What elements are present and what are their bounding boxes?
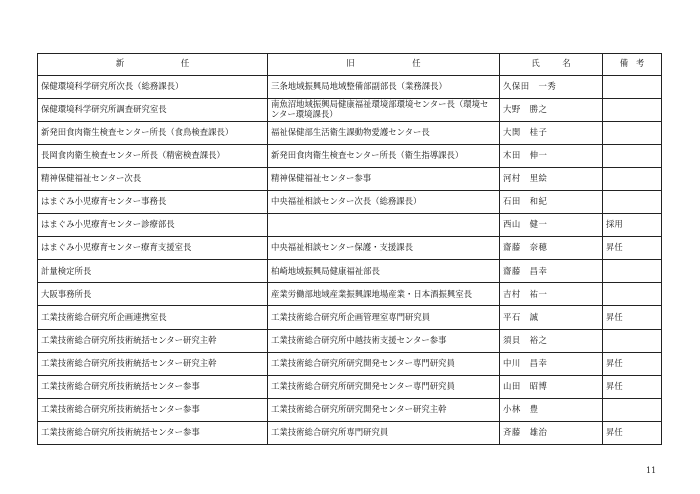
table-row	[38, 329, 662, 352]
new-post-cell: 工業技術総合研究所技術統括センター参事	[38, 421, 268, 444]
table-row	[38, 167, 662, 190]
person-name-cell: 須貝 裕之	[500, 329, 603, 352]
page-number: 11	[646, 466, 657, 475]
note-cell	[603, 75, 662, 98]
table-row	[38, 398, 662, 421]
old-post-cell: 工業技術総合研究所研究開発センター研究主幹	[268, 398, 500, 421]
new-post-cell: 大阪事務所長	[38, 283, 268, 306]
new-post-cell: 計量検定所長	[38, 260, 268, 283]
table-row	[38, 237, 662, 260]
person-name-cell: 大関 桂子	[500, 121, 603, 144]
person-name-cell: 大野 勝之	[500, 98, 603, 121]
header-name	[500, 54, 603, 76]
header-new-post-char-1: 新	[115, 58, 125, 69]
personnel-sheet	[37, 53, 662, 445]
old-post-cell: 工業技術総合研究所研究開発センター専門研究員	[268, 375, 500, 398]
person-name-cell: 西山 健一	[500, 214, 603, 237]
old-post-cell: 工業技術総合研究所企画管理室専門研究員	[268, 306, 500, 329]
new-post-cell: 工業技術総合研究所企画連携室長	[38, 306, 268, 329]
person-name-cell: 石田 和紀	[500, 190, 603, 213]
person-name-cell: 中川 昌幸	[500, 352, 603, 375]
note-cell: 採用	[603, 214, 662, 237]
header-old-post-char-1: 旧	[346, 58, 355, 69]
table-row	[38, 214, 662, 237]
header-old-post-char-2: 任	[412, 58, 421, 69]
new-post-cell: 保健環境科学研究所調査研究室長	[38, 98, 268, 121]
note-cell	[603, 329, 662, 352]
new-post-cell: はまぐみ小児療育センター事務長	[38, 190, 268, 213]
personnel-table	[37, 53, 662, 445]
old-post-cell: 中央福祉相談センター次長（総務課長）	[268, 190, 500, 213]
header-note-char-2: 考	[635, 58, 645, 69]
new-post-cell: 工業技術総合研究所技術統括センター参事	[38, 375, 268, 398]
note-cell	[603, 144, 662, 167]
note-cell	[603, 167, 662, 190]
table-row	[38, 260, 662, 283]
header-name-char-2: 名	[562, 58, 571, 69]
person-name-cell: 斉藤 雄治	[500, 421, 603, 444]
note-cell: 昇任	[603, 237, 662, 260]
person-name-cell: 齋藤 奈穂	[500, 237, 603, 260]
header-new-post	[38, 54, 268, 76]
table-row	[38, 306, 662, 329]
person-name-cell: 河村 里絵	[500, 167, 603, 190]
new-post-cell: はまぐみ小児療育センター療育支援室長	[38, 237, 268, 260]
note-cell	[603, 260, 662, 283]
old-post-cell: 三条地域振興局地域整備部副部長（業務課長）	[268, 75, 500, 98]
person-name-cell: 久保田 一秀	[500, 75, 603, 98]
person-name-cell: 平石 誠	[500, 306, 603, 329]
table-row	[38, 144, 662, 167]
new-post-cell: 新発田食肉衛生検査センター所長（食鳥検査課長）	[38, 121, 268, 144]
old-post-cell: 工業技術総合研究所研究開発センター専門研究員	[268, 352, 500, 375]
old-post-cell: 柏崎地域振興局健康福祉部長	[268, 260, 500, 283]
old-post-cell: 福祉保健部生活衛生課動物愛護センター長	[268, 121, 500, 144]
old-post-cell: 産業労働部地域産業振興課地場産業・日本酒振興室長	[268, 283, 500, 306]
note-cell	[603, 98, 662, 121]
note-cell	[603, 121, 662, 144]
table-row	[38, 375, 662, 398]
person-name-cell: 吉村 祐一	[500, 283, 603, 306]
note-cell	[603, 283, 662, 306]
header-name-char-1: 氏	[531, 58, 540, 69]
old-post-cell: 新発田食肉衛生検査センター所長（衛生指導課長）	[268, 144, 500, 167]
note-cell: 昇任	[603, 421, 662, 444]
person-name-cell: 木田 伸一	[500, 144, 603, 167]
header-note	[603, 54, 662, 76]
note-cell: 昇任	[603, 306, 662, 329]
table-row	[38, 98, 662, 121]
new-post-cell: 精神保健福祉センター次長	[38, 167, 268, 190]
header-row	[38, 54, 662, 76]
header-new-post-char-2: 任	[180, 58, 190, 69]
person-name-cell: 小林 豊	[500, 398, 603, 421]
note-cell	[603, 398, 662, 421]
new-post-cell: 長岡食肉衛生検査センター所長（精密検査課長）	[38, 144, 268, 167]
header-note-char-1: 備	[619, 58, 629, 69]
new-post-cell: 工業技術総合研究所技術統括センター参事	[38, 398, 268, 421]
table-row	[38, 352, 662, 375]
new-post-cell: 工業技術総合研究所技術統括センター研究主幹	[38, 329, 268, 352]
old-post-cell: 工業技術総合研究所中越技術支援センター参事	[268, 329, 500, 352]
old-post-cell: 南魚沼地域振興局健康福祉環境部環境センター長（環境センター環境課長）	[268, 98, 500, 121]
person-name-cell: 齋藤 昌幸	[500, 260, 603, 283]
new-post-cell: 保健環境科学研究所次長（総務課長）	[38, 75, 268, 98]
note-cell: 昇任	[603, 375, 662, 398]
table-row	[38, 421, 662, 444]
new-post-cell: 工業技術総合研究所技術統括センター研究主幹	[38, 352, 268, 375]
old-post-cell	[268, 214, 500, 237]
old-post-cell: 精神保健福祉センター参事	[268, 167, 500, 190]
old-post-cell: 中央福祉相談センター保護・支援課長	[268, 237, 500, 260]
table-row	[38, 75, 662, 98]
note-cell: 昇任	[603, 352, 662, 375]
table-row	[38, 283, 662, 306]
new-post-cell: はまぐみ小児療育センター診療部長	[38, 214, 268, 237]
table-row	[38, 121, 662, 144]
note-cell	[603, 190, 662, 213]
old-post-cell: 工業技術総合研究所専門研究員	[268, 421, 500, 444]
person-name-cell: 山田 昭博	[500, 375, 603, 398]
table-row	[38, 190, 662, 213]
header-old-post	[268, 54, 500, 76]
